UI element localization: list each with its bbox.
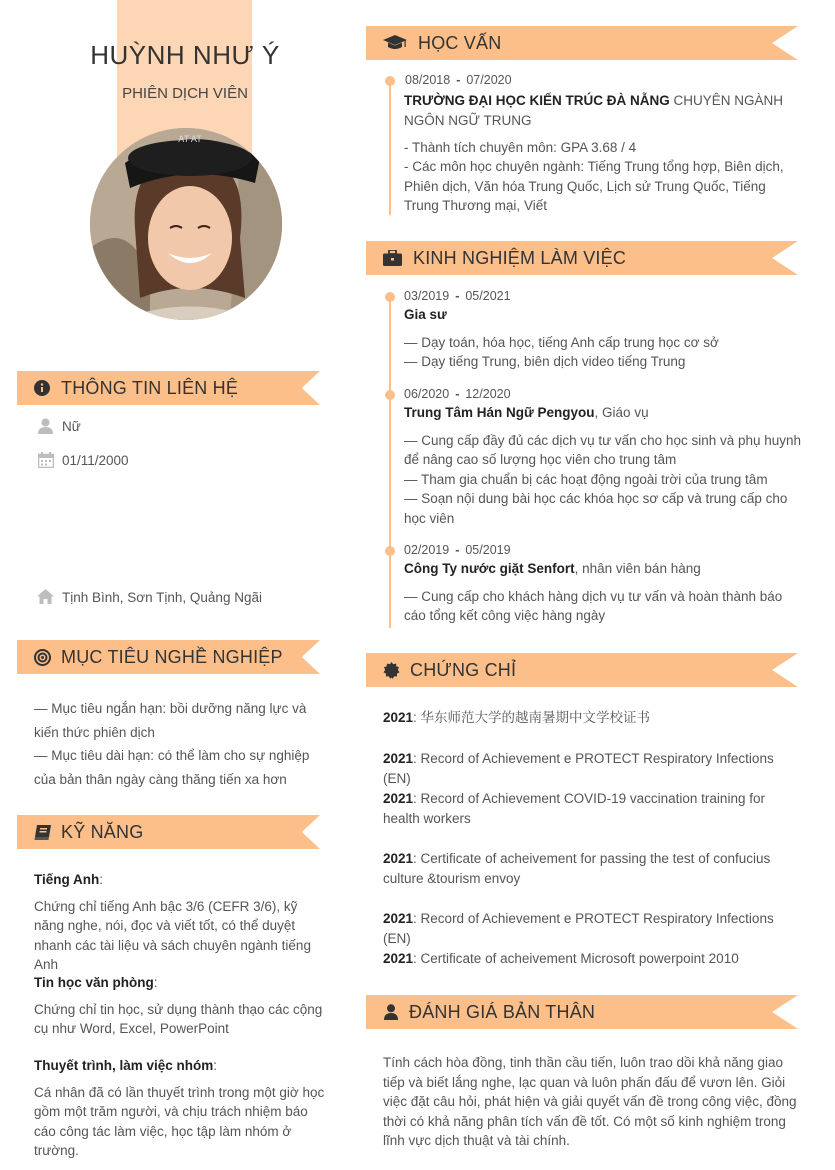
avatar [90, 128, 282, 320]
user-icon [384, 995, 398, 1029]
contact-birthday: 01/11/2000 [62, 453, 129, 468]
briefcase-icon [383, 241, 402, 275]
book-icon [34, 815, 51, 849]
experience-org: Trung Tâm Hán Ngữ Pengyou [404, 405, 595, 420]
experience-line: — Dạy tiếng Trung, biên dịch video tiếng Trung [404, 354, 686, 369]
skill-name: Tiếng Anh [34, 872, 100, 887]
education-courses: - Các môn học chuyên ngành: Tiếng Trung tổng hợp, Biên dịch, Phiên dịch, Văn hóa Trung Quốc, Lịch sử Trung Quốc, Tiếng Trung Thương mại, Viết [404, 159, 784, 213]
skill-item: Thuyết trình, làm việc nhóm: Cá nhân đã có lần thuyết trình trong một giờ học gồm một trăm người, và chịu trách nhiệm báo cáo công tác làm việc, học tập làm nhóm ở trường. [34, 1056, 326, 1161]
certificate-item [383, 749, 801, 788]
education-major: CHUYÊN NGÀNH NGÔN NGỮ TRUNG [404, 93, 783, 128]
skills-section-title: KỸ NĂNG [61, 822, 144, 842]
experience-role: , Giáo vụ [594, 405, 649, 420]
education-timeline-line [389, 82, 391, 215]
education-dates: 08/2018 - 07/2020 [405, 73, 512, 87]
goal-section-title: MỤC TIÊU NGHỀ NGHIỆP [61, 647, 283, 667]
education-start: 08/2018 [405, 73, 451, 87]
goal-long-term: — Mục tiêu dài hạn: có thể làm cho sự nghiệp của bản thân ngày càng thăng tiến xa hơn [34, 748, 310, 787]
skill-name: Tin học văn phòng [34, 975, 154, 990]
certificate-year: 2021 [383, 851, 414, 866]
experience-start: 03/2019 [404, 289, 450, 303]
skill-item: Tin học văn phòng: Chứng chỉ tin học, sử dụng thành thạo các cộng cụ như Word, Excel, PowerPoint [34, 973, 326, 1039]
self-review-section-title: ĐÁNH GIÁ BẢN THÂN [409, 1002, 596, 1022]
experience-line: — Cung cấp đầy đủ các dịch vụ tư vấn cho học sinh và phụ huynh để nâng cao số lượng học viên cho trung tâm [404, 432, 802, 467]
info-icon [34, 371, 50, 405]
timeline-dot [385, 546, 395, 556]
experience-role: , nhân viên bán hàng [574, 561, 701, 576]
certificate-text: : Certificate of acheivement Microsoft powerpoint 2010 [413, 951, 739, 966]
experience-item: 06/2020 - 12/2020 Trung Tâm Hán Ngữ Pengyou, Giáo vụ — Cung cấp đầy đủ các dịch vụ tư vấn cho học sinh và phụ huynh để nâng cao số lượng học viên cho trung tâm — Tham gia chuẩn bị các hoạt động ngoài trời của trung tâm — Soạn nội dung bài học các khóa học sơ cấp và trung cấp cho học viên [404, 387, 802, 528]
goal-short-term: — Mục tiêu ngắn hạn: bồi dưỡng năng lực và kiến thức phiên dịch [34, 701, 307, 740]
experience-line: — Soạn nội dung bài học các khóa học sơ cấp và trung cấp cho học viên [404, 491, 788, 526]
gender-icon [38, 418, 53, 439]
contact-address: Tịnh Bình, Sơn Tịnh, Quảng Ngãi [62, 590, 262, 605]
education-school: TRƯỜNG ĐẠI HỌC KIẾN TRÚC ĐÀ NẴNG [404, 93, 670, 108]
certificate-text: : Record of Achievement e PROTECT Respiratory Infections (EN) [383, 751, 774, 786]
skill-desc: Chứng chỉ tin học, sử dụng thành thạo các cộng cụ như Word, Excel, PowerPoint [34, 1001, 323, 1036]
timeline-dot [385, 76, 395, 86]
experience-start: 06/2020 [404, 387, 450, 401]
experience-timeline-line [389, 298, 391, 628]
experience-org: Công Ty nước giặt Senfort [404, 561, 575, 576]
timeline-dot [385, 390, 395, 400]
skill-desc: Cá nhân đã có lần thuyết trình trong một giờ học gồm một trăm người, và chịu trách nhiệm báo cáo công tác làm việc, học tập làm nhóm ở trường. [34, 1084, 325, 1158]
profile-name: HUỲNH NHƯ Ý [90, 40, 280, 70]
experience-end: 05/2019 [465, 543, 511, 557]
certificate-year: 2021 [383, 911, 414, 926]
skill-name: Thuyết trình, làm việc nhóm [34, 1058, 214, 1073]
profile-title: PHIÊN DỊCH VIÊN [122, 85, 248, 102]
certificate-year: 2021 [383, 710, 414, 725]
experience-section-title: KINH NGHIỆM LÀM VIỆC [413, 248, 627, 268]
experience-start: 02/2019 [404, 543, 450, 557]
certificate-text: : 华东师范大学的越南暑期中文学校证书 [413, 710, 651, 725]
badge-icon [383, 653, 400, 687]
calendar-icon [38, 452, 54, 473]
experience-line: — Tham gia chuẩn bị các hoạt động ngoài trời của trung tâm [404, 471, 768, 487]
self-review-text: Tính cách hòa đồng, tinh thần cầu tiến, luôn trao dồi khả năng giao tiếp và biết lắng nghe, lạc quan và luôn phấn đấu để vươn lên. Giỏi việc đặt câu hỏi, phát hiện và giải quyết vấn đề trong công việc, đồng thời có khả năng phân tích vấn đề tốt. Có một số kinh nghiệm trong lĩnh vực dịch thuật và tài chính. [383, 1055, 797, 1148]
certificate-text: : Record of Achievement COVID-19 vaccination training for health workers [383, 791, 765, 826]
certificate-year: 2021 [383, 951, 414, 966]
experience-end: 05/2021 [465, 289, 511, 303]
education-school-line [404, 91, 799, 130]
certificate-item [383, 789, 801, 828]
certificate-year: 2021 [383, 791, 414, 806]
skill-item: Tiếng Anh: Chứng chỉ tiếng Anh bậc 3/6 (CEFR 3/6), kỹ năng nghe, nói, đọc và viết tốt, có thể duyệt nhanh các tài liệu và sách chuyên ngành tiếng Anh [34, 870, 326, 975]
certificate-item [383, 909, 801, 948]
target-icon [34, 640, 51, 674]
education-end: 07/2020 [466, 73, 512, 87]
experience-item: 03/2019 - 05/2021 Gia sư — Dạy toán, hóa học, tiếng Anh cấp trung học cơ sở — Dạy tiếng Trung, biên dịch video tiếng Trung [404, 289, 802, 372]
home-icon [37, 589, 54, 609]
certificate-year: 2021 [383, 751, 414, 766]
skill-desc: Chứng chỉ tiếng Anh bậc 3/6 (CEFR 3/6), kỹ năng nghe, nói, đọc và viết tốt, có thể duyệt nhanh các tài liệu và sách chuyên ngành tiếng Anh [34, 898, 311, 972]
experience-end: 12/2020 [465, 387, 511, 401]
certificate-item [383, 708, 801, 728]
experience-item: 02/2019 - 05/2019 Công Ty nước giặt Senfort, nhân viên bán hàng — Cung cấp cho khách hàng dịch vụ tư vấn và hoàn thành báo cáo tổng kết công việc hàng ngày [404, 543, 802, 626]
certificate-item [383, 849, 801, 888]
certificate-text: : Record of Achievement e PROTECT Respiratory Infections (EN) [383, 911, 774, 946]
education-gpa: - Thành tích chuyên môn: GPA 3.68 / 4 [404, 140, 637, 155]
contact-gender: Nữ [62, 419, 81, 434]
timeline-dot [385, 292, 395, 302]
certificate-item [383, 949, 801, 969]
certificate-text: : Certificate of acheivement for passing the test of confucius culture &tourism envoy [383, 851, 771, 886]
contact-section-title: THÔNG TIN LIÊN HỆ [61, 378, 239, 398]
experience-line: — Dạy toán, hóa học, tiếng Anh cấp trung học cơ sở [404, 334, 719, 350]
education-section-title: HỌC VẤN [418, 33, 502, 53]
experience-line: — Cung cấp cho khách hàng dịch vụ tư vấn và hoàn thành báo cáo tổng kết công việc hàng ngày [404, 588, 783, 623]
svg-text:AT AT: AT AT [178, 134, 202, 144]
certificates-section-title: CHỨNG CHỈ [410, 660, 517, 680]
experience-org: Gia sư [404, 307, 447, 322]
graduation-cap-icon [383, 26, 407, 60]
